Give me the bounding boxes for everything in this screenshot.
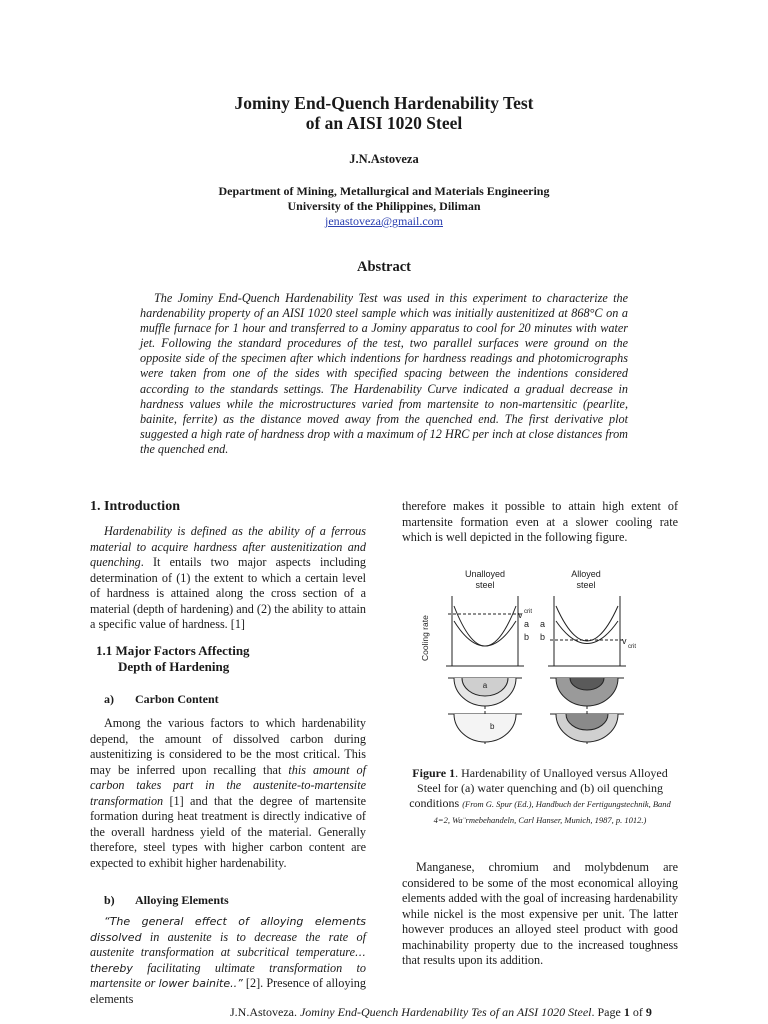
- abstract-text: [140, 291, 628, 457]
- email-line: [0, 214, 768, 229]
- caption-source: (From G. Spur (Ed.), Handbuch der Fertigungstechnik, Band 4=2, Wa¨rmebehandeln, Carl Hanser, Munich, 1987, p. 1012.): [433, 799, 671, 825]
- label-unalloyed: Unalloyed: [464, 569, 506, 579]
- quote-end: lower bainite..”: [158, 977, 243, 990]
- paper-title: [0, 93, 768, 133]
- unalloyed-curve-b: [454, 621, 516, 646]
- carbon-text-italic: this amount of carbon takes part in the austenite-to-martensite transformation: [90, 762, 366, 808]
- university: University of the Philippines, Diliman: [287, 199, 481, 213]
- cross-sections-a: [448, 678, 624, 706]
- affiliation: [0, 184, 768, 214]
- abstract-heading: Abstract: [357, 259, 411, 275]
- section-label-b-unalloyed: b: [490, 722, 495, 731]
- unalloyed-vcrit-v: v: [518, 610, 523, 620]
- intro-text: [90, 524, 366, 633]
- alloyed-vcrit-v: v: [622, 636, 627, 646]
- quote-mid-1: in austenite is to decrease the rate of austenite transformation at subcritical temperature: [90, 929, 366, 959]
- unalloyed-curve-a: [454, 606, 516, 646]
- right-col-paragraph-2: Manganese, chromium and molybdenum are considered to be some of the most economical alloying elements added with the goal of increasing hardenability while nickel is the most expensive per unit. The latter however produces an alloyed steel product with good machinability property due to the increased toughness that results upon its addition.: [402, 860, 678, 967]
- alloyed-vcrit-sub: crit: [628, 644, 636, 650]
- figure-1-diagram: [410, 566, 650, 756]
- author: J.N.Astoveza: [349, 152, 419, 166]
- label-alloyed-steel: steel: [576, 580, 596, 590]
- intro-definition: Hardenability is defined as the ability of a ferrous material to acquire hardness after austenitization and quenching: [90, 524, 366, 569]
- page-footer: [0, 1005, 768, 1020]
- alloying-heading: b) Alloying Elements: [104, 893, 229, 907]
- footer-page-total: 9: [645, 1005, 652, 1019]
- quote-mid-2: facilitating ultimate transformation to martensite or: [90, 960, 366, 990]
- y-axis-label: Cooling rate: [420, 615, 430, 661]
- section-1-1-line-2: Depth of Hardening: [118, 659, 230, 674]
- unalloyed-vcrit-sub: crit: [524, 609, 532, 615]
- title-line-1: Jominy End-Quench Hardenability Test: [234, 93, 534, 113]
- title-line-2: of an AISI 1020 Steel: [305, 113, 463, 133]
- caption-label: Figure 1: [412, 766, 456, 780]
- cross-sections-b: [448, 706, 624, 746]
- caption-text: . Hardenability of Unalloyed versus Alloyed Steel for (a) water quenching and (b) oil quenching conditions: [409, 766, 668, 810]
- footer-page-number: 1: [623, 1005, 630, 1019]
- unalloyed-label-b: b: [524, 632, 530, 642]
- right-col-intro: [402, 499, 678, 546]
- carbon-text: [90, 716, 366, 871]
- alloyed-label-b: b: [540, 632, 546, 642]
- carbon-heading: a) Carbon Content: [104, 692, 219, 706]
- alloyed-label-a: a: [540, 619, 546, 629]
- section-1-1-heading: [96, 643, 366, 675]
- footer-title: Jominy End-Quench Hardenability Tes of an AISI 1020 Steel: [299, 1005, 592, 1019]
- unalloyed-panel: [446, 596, 524, 666]
- section-label-a-unalloyed: a: [482, 681, 488, 690]
- alloyed-curve-a: [556, 606, 618, 641]
- abstract-paragraph: The Jominy End-Quench Hardenability Test was used in this experiment to characterize the hardenability property of an AISI 1020 steel sample which was initially austenitized at 868°C on a muffle furnace for 1 hour and transferred to a Jominy apparatus to cool for 20 minutes with water jet. Following the standard procedures of the test, two parallel surfaces were ground on the opposite side of the specimen after which indentions for hardness readings and photomicrographs were taken from one of the sides with specified spacing between the indentions considered according to the standards settings. The Hardenability Curve indicated a gradual decrease in hardness values while the microstructures varied from martensite to non-martensitic (pearlite, bainite, ferrite) as the distance moved away from the quenched end. The first derivative plot suggested a high rate of hardness drop with a maximum of 12 HRC per inch at close distances from the quenched end.: [140, 291, 628, 456]
- unalloyed-label-a: a: [524, 619, 530, 629]
- label-alloyed: Alloyed: [571, 569, 601, 579]
- intro-rest: . It entails two major aspects including determination of (1) the extent to which a certain level of hardness is attained along the cross section of a material (depth of hardening) and (2) the ability to attain a specific value of hardness. [1]: [90, 555, 366, 631]
- label-unalloyed-steel: steel: [475, 580, 495, 590]
- section-1-1-line-1: 1.1 Major Factors Affecting: [96, 643, 250, 658]
- alloyed-panel: [548, 596, 626, 666]
- right-col-paragraph-1: therefore makes it possible to attain high extent of martensite formation even at a slower cooling rate which is well depicted in the following figure.: [402, 499, 678, 544]
- quote-open: “The general effect of alloying elements dissolved: [90, 915, 366, 944]
- carbon-text-b: [1] and that the degree of martensite formation during heat treatment is directly indicative of the overall hardness yield of the material. Generally therefore, steel types with higher carbon content are expected to exhibit higher hardenability.: [90, 793, 366, 870]
- alloying-text: [90, 914, 366, 1007]
- quote-dots: … thereby: [90, 946, 366, 975]
- alloying-tail: [2]. Presence of alloying elements: [90, 976, 366, 1006]
- intro-heading: 1. Introduction: [90, 499, 180, 514]
- right-col-manganese: [402, 860, 678, 969]
- footer-page-prefix: . Page: [591, 1005, 624, 1019]
- footer-page-of: of: [629, 1005, 646, 1019]
- footer-author: J.N.Astoveza.: [230, 1005, 300, 1019]
- email-link[interactable]: jenastoveza@gmail.com: [324, 214, 443, 228]
- department: Department of Mining, Metallurgical and Materials Engineering: [218, 184, 550, 198]
- carbon-text-a: Among the various factors to which hardenability depend, the amount of dissolved carbon during austenitizing is considered to be the most critical. This may be inferred upon recalling that: [90, 716, 366, 777]
- figure-1-caption: [402, 766, 678, 828]
